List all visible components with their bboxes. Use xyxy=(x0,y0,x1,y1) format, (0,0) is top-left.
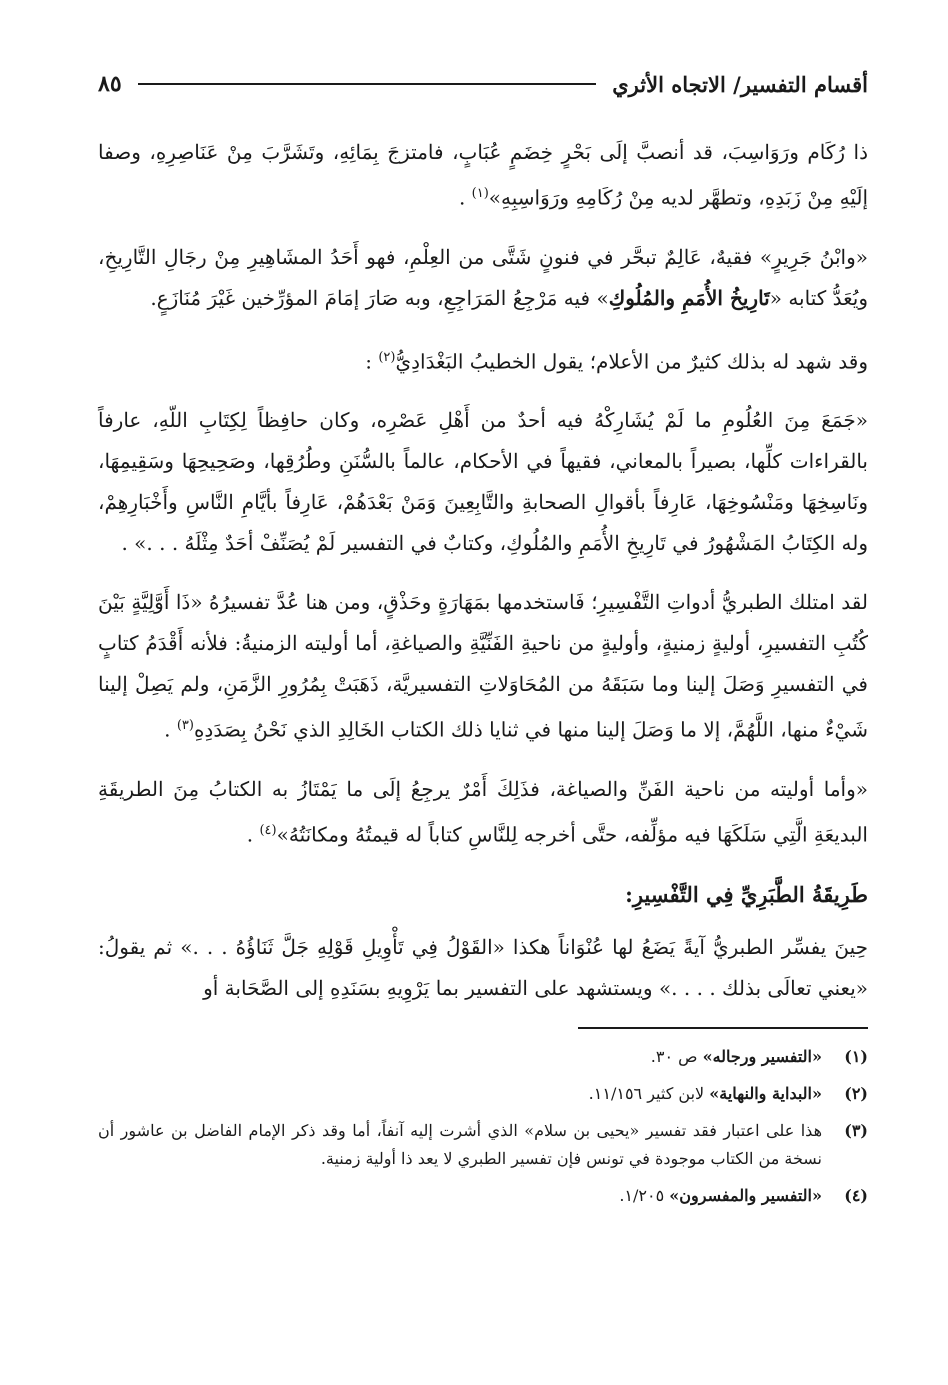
paragraph-1-end: . xyxy=(458,185,472,210)
book-page xyxy=(98,62,868,1219)
footnote-item xyxy=(98,1117,868,1173)
page-number: ٨٥ xyxy=(98,71,122,97)
footnote-detail: ص ٣٠. xyxy=(650,1046,703,1066)
paragraph-3 xyxy=(98,337,868,383)
body-text xyxy=(98,132,868,1009)
paragraph-1 xyxy=(98,132,868,219)
footnote-item xyxy=(98,1043,868,1071)
footnote-ref-4: (٤) xyxy=(259,822,277,838)
footnote-ref-3: (٣) xyxy=(176,718,194,734)
paragraph-1-text: ذا رُكَام ورَوَاسِبَ، قد أنصبَّ إلَى بَحْرٍ خِضَمٍ عُبَابٍ، فامتزجَ بِمَائِهِ، وتَشَرَّبَ مِنْ عَنَاصِرِهِ، وصفا إلَيْهِ مِنْ زَبَدِهِ، وتطهَّر لديه مِنْ رُكَامِهِ ورَوَاسِبِهِ» xyxy=(98,140,868,210)
section-heading: طَرِيقَةُ الطَّبَرِيِّ فِي التَّفْسِيرِ: xyxy=(625,881,868,907)
running-head xyxy=(98,62,868,106)
book-title-bold: تَارِيخُ الأُمَمِ والمُلُوكِ xyxy=(608,285,770,310)
paragraph-6 xyxy=(98,769,868,856)
paragraph-5-text: لقد امتلك الطبريُّ أدواتِ التَّفْسِيرِ؛ فَاستخدمها بمَهَارَةٍ وحَذْقٍ، ومن هنا عُدَّ تفسيرُهُ «ذَا أَوَّلِيَّةٍ بَيْنَ كُتُبِ التفسيرِ، أوليةٍ زمنيةٍ، وأوليةٍ من ناحيةِ الفَنِّيَّةِ والصياغةِ، أما أوليته الزمنيةُ: فلأنه أَقْدَمُ كتابٍ في التفسيرِ وَصَلَ إلينا وما سَبَقَهُ من المُحَاوَلاتِ التفسيريَّة، ذَهَبَتْ بِمُرُورِ الزَّمَنِ، ولم يَصِلْ إلينا شَيْءٌ منها، اللَّهُمَّ، إلا ما وَصَلَ إلينا منها في ثنايا ذلك الكتاب الخَالِدِ الذي نَحْنُ بِصَدَدِهِ xyxy=(98,590,868,742)
footnote-detail: هذا على اعتبار فقد تفسير «يحيى بن سلام» الذي أشرت إليه آنفاً، أما وقد ذكر الإمام الفاضل بن عاشور أن نسخة من الكتاب موجودة في تونس فإن تفسير الطبري لا يعد ذا أولية زمنية. xyxy=(98,1120,823,1168)
footnote-source-title: «التفسير والمفسرون» xyxy=(669,1185,822,1205)
paragraph-2 xyxy=(98,237,868,319)
footnote-text xyxy=(98,1043,822,1071)
paragraph-2-text-b: » فيه مَرْجِعُ المَرَاجِعِ، وبه صَارَ إمَامَ المؤرِّخين غَيْرَ مُنَازَعٍ. xyxy=(150,285,609,310)
paragraph-3-end: : xyxy=(365,349,379,374)
paragraph-7: حِينَ يفسِّر الطبريُّ آيةً يَضَعُ لها عُنْوَاناً هكذا «القَوْلُ فِي تَأْوِيلِ قَوْلِهِ جَلَّ ثَنَاؤُهُ . . .» ثم يقولُ: «يعني تعالَى بذلك . . . .» ويستشهد على التفسير بما يَرْوِيهِ بسَنَدِهِ إلى الصَّحَابة أو xyxy=(98,934,868,1000)
paragraph-4: «جَمَعَ مِنَ العُلُومِ ما لَمْ يُشَارِكْهُ فيه أحدٌ من أَهْلِ عَصْرِه، وكان حافِظاً لِكِتَابِ اللّهِ، عارفاً بالقراءات كلِّها، بصيراً بالمعاني، فقيهاً في الأحكام، عالماً بالسُّنَنِ وطُرُقِها، وصَحِيحِهَا وسَقِيمِهَا، ونَاسِخِهَا ومَنْسُوخِهَا، عَارِفاً بأقوالِ الصحابةِ والتَّابِعِينَ وَمَنْ بَعْدَهُمْ، عَارِفاً بأيَّامِ النَّاسِ وأَخْبَارِهِمْ، وله الكِتَابُ المَشْهُورُ في تَارِيخِ الأُمَمِ والمُلُوكِ، وكتابٌ في التفسير لَمْ يُصَنِّفْ أحَدٌ مِثْلَهُ . . .» . xyxy=(98,408,868,556)
paragraph-3-text: وقد شهد له بذلك كثيرٌ من الأعلام؛ يقول الخطيبُ البَغْدَادِيُّ xyxy=(395,349,868,374)
footnote-source-title: «التفسير ورجاله» xyxy=(702,1046,822,1066)
footnote-separator xyxy=(578,1027,868,1029)
footnote-detail: ١/٢٠٥. xyxy=(619,1185,670,1205)
footnotes xyxy=(98,1043,868,1210)
footnote-number: (٣) xyxy=(844,1120,868,1140)
paragraph-2-text-a: «وابْنُ جَرِيرٍ» فقيهٌ، عَالِمٌ تبحَّر في فنونٍ شَتَّى من العِلْمِ، فهو أَحَدُ المشَاهِيرِ مِنْ رجَالِ التَّارِيخِ، ويُعَدُّ كتابه « xyxy=(98,244,868,310)
footnote-text xyxy=(98,1080,822,1108)
footnote-ref-2: (٢) xyxy=(378,349,396,365)
footnote-item xyxy=(98,1182,868,1210)
footnote-number: (١) xyxy=(844,1046,868,1066)
footnote-item xyxy=(98,1080,868,1108)
footnote-ref-1: (١) xyxy=(471,186,489,201)
footnote-number: (٢) xyxy=(844,1083,868,1103)
footnote-text xyxy=(98,1182,822,1210)
running-head-rule xyxy=(138,83,597,85)
paragraph-5 xyxy=(98,582,868,751)
footnote-text xyxy=(98,1117,822,1173)
footnote-number: (٤) xyxy=(844,1185,868,1205)
footnote-detail: لابن كثير ١١/١٥٦. xyxy=(588,1083,710,1103)
running-head-title: أقسام التفسير/ الاتجاه الأثري xyxy=(612,71,868,97)
paragraph-6-end: . xyxy=(246,822,260,847)
paragraph-6-text: «وأما أوليته من ناحية الفَنِّ والصياغة، فذَلِكَ أَمْرٌ يرجِعُ إلَى ما يَمْتَازُ به الكتابُ مِنَ الطريقَةِ البديعَةِ الَّتِي سَلَكَهَا فيه مؤلِّفه، حتَّى أخرجه لِلنَّاسِ كتاباً له قيمتُهُ ومكانَتُهُ» xyxy=(98,776,868,847)
footnote-source-title: «البداية والنهاية» xyxy=(709,1083,822,1103)
paragraph-5-end: . xyxy=(164,717,177,742)
